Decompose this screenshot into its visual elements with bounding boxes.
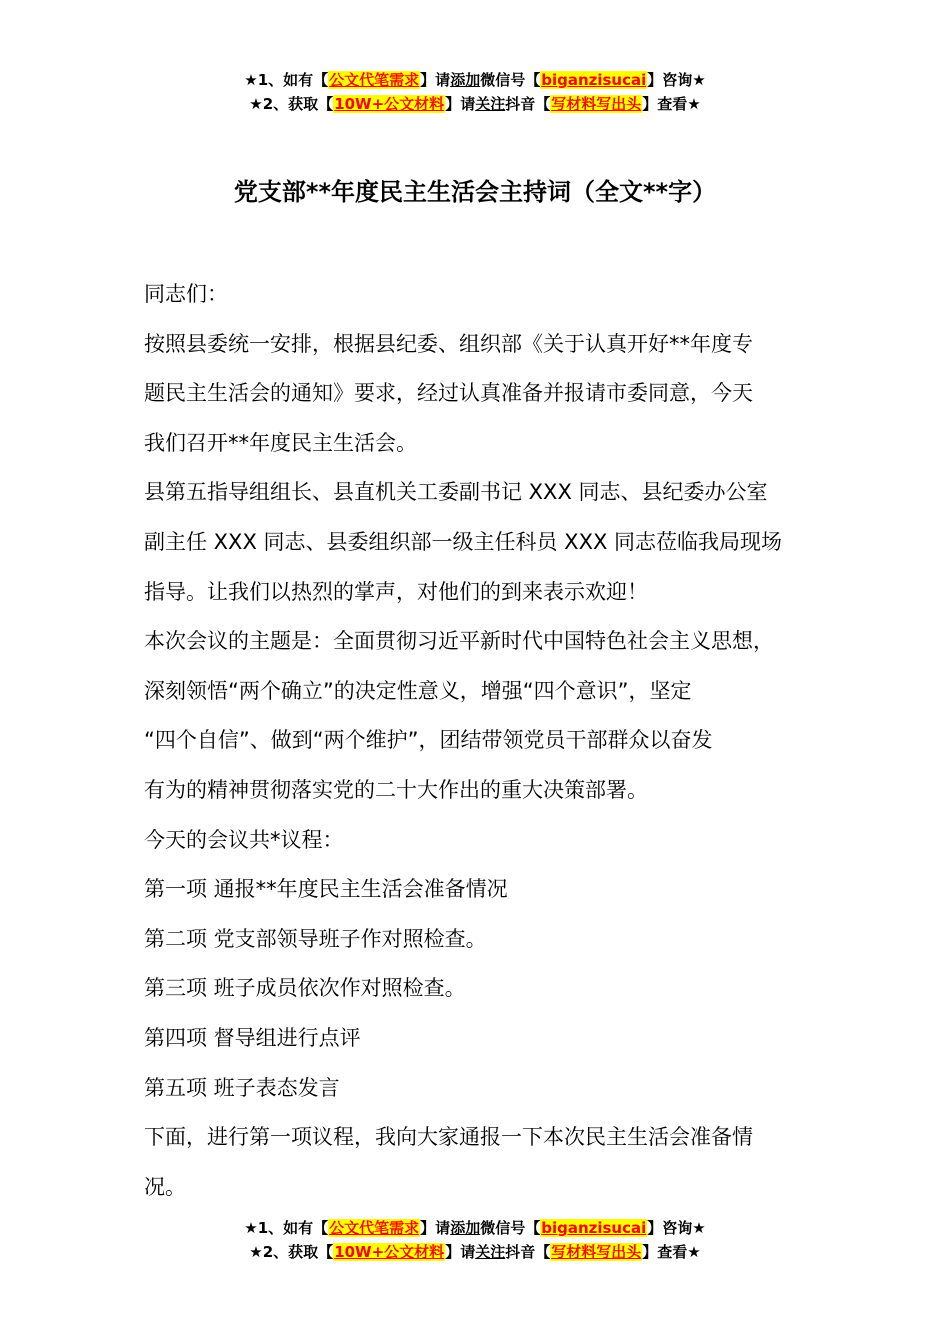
- body-line: 题民主生活会的通知》要求，经过认真准备并报请市委同意，今天: [144, 381, 753, 406]
- body-line: 今天的会议共*议程：: [144, 827, 344, 852]
- body-line: “四个自信”、做到“两个维护”，团结带领党员干部群众以奋发: [144, 728, 713, 753]
- header-banner: [0, 68, 950, 116]
- document-title: 党支部**年度民主生活会主持词（全文**字）: [233, 178, 717, 206]
- banner-text: 】请: [445, 95, 476, 113]
- body-line: 同志们：: [144, 282, 228, 306]
- highlight-douyin-account: 写材料写出头: [551, 1243, 642, 1261]
- agenda-item-1: 第一项 通报**年度民主生活会准备情况: [144, 877, 508, 902]
- banner-underlined-text: 关注: [475, 1243, 506, 1261]
- banner-underlined-text: 添加: [450, 1219, 481, 1237]
- banner-text: 】咨询★: [647, 71, 706, 89]
- banner-text: 】咨询★: [647, 1219, 706, 1237]
- banner-text: ★2、获取【: [249, 95, 334, 113]
- banner-text: 抖音【: [505, 1243, 551, 1261]
- body-line: 深刻领悟“两个确立”的决定性意义，增强“四个意识”，坚定: [144, 678, 692, 703]
- body-line: 有为的精神贯彻落实党的二十大作出的重大决策部署。: [144, 777, 648, 802]
- body-line: 我们召开**年度民主生活会。: [144, 430, 417, 455]
- highlight-douyin-account: 写材料写出头: [551, 95, 642, 113]
- banner-line-1: [0, 68, 950, 92]
- banner-line-2: [0, 92, 950, 116]
- highlight-wechat-id: biganzisucai: [541, 71, 647, 89]
- banner-text: 】查看★: [642, 95, 701, 113]
- highlight-service: 公文代笔需求: [329, 1219, 420, 1237]
- highlight-wechat-id: biganzisucai: [541, 1219, 647, 1237]
- footer-banner-line-1: [0, 1216, 950, 1240]
- banner-text: ★2、获取【: [249, 1243, 334, 1261]
- agenda-item-5: 第五项 班子表态发言: [144, 1075, 340, 1100]
- body-line: 指导。让我们以热烈的掌声，对他们的到来表示欢迎！: [144, 579, 648, 604]
- document-body: [144, 270, 834, 1212]
- body-line: 县第五指导组组长、县直机关工委副书记 XXX 同志、县纪委办公室: [144, 480, 768, 505]
- banner-text: 微信号【: [480, 1219, 541, 1237]
- banner-text: 】请: [420, 71, 451, 89]
- body-line: 况。: [144, 1174, 186, 1199]
- banner-text: 】请: [420, 1219, 451, 1237]
- banner-text: ★1、如有【: [244, 1219, 329, 1237]
- body-line: 本次会议的主题是：全面贯彻习近平新时代中国特色社会主义思想，: [144, 629, 774, 654]
- agenda-item-3: 第三项 班子成员依次作对照检查。: [144, 976, 466, 1001]
- body-line: 副主任 XXX 同志、县委组织部一级主任科员 XXX 同志莅临我局现场: [144, 529, 783, 554]
- footer-banner: [0, 1216, 950, 1264]
- agenda-item-2: 第二项 党支部领导班子作对照检查。: [144, 926, 487, 951]
- banner-text: ★1、如有【: [244, 71, 329, 89]
- banner-text: 】请: [445, 1243, 476, 1261]
- footer-banner-line-2: [0, 1240, 950, 1264]
- body-line: 按照县委统一安排，根据县纪委、组织部《关于认真开好**年度专: [144, 331, 753, 356]
- banner-underlined-text: 添加: [450, 71, 481, 89]
- agenda-item-4: 第四项 督导组进行点评: [144, 1025, 361, 1050]
- highlight-service: 公文代笔需求: [329, 71, 420, 89]
- banner-text: 】查看★: [642, 1243, 701, 1261]
- highlight-materials: 10W+公文材料: [334, 95, 445, 113]
- highlight-materials: 10W+公文材料: [334, 1243, 445, 1261]
- body-line: 下面，进行第一项议程，我向大家通报一下本次民主生活会准备情: [144, 1125, 753, 1150]
- banner-text: 微信号【: [480, 71, 541, 89]
- banner-text: 抖音【: [505, 95, 551, 113]
- banner-underlined-text: 关注: [475, 95, 506, 113]
